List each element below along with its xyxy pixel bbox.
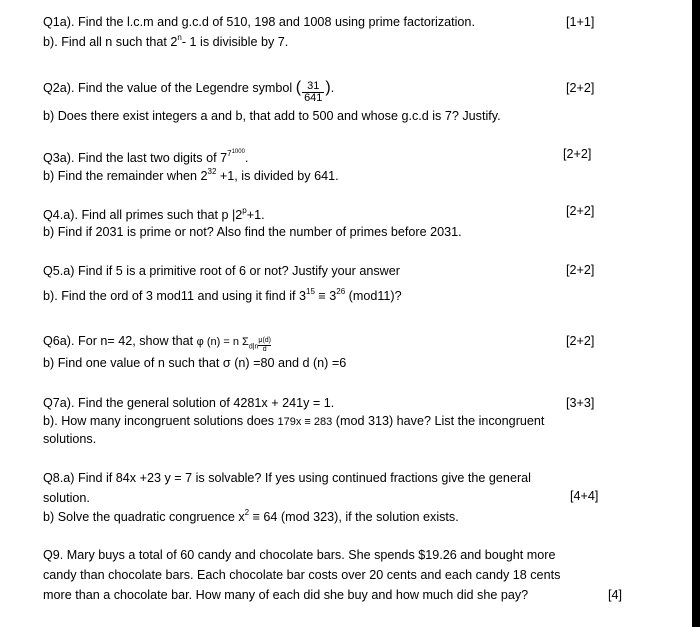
q7-marks: [3+3] [566, 396, 595, 410]
q1b-text: b). Find all n such that 2$^n$- 1 is divisible by 7. [43, 33, 289, 49]
q6-marks: [2+2] [566, 334, 595, 348]
q5b-text: b). Find the ord of 3 mod11 and using it find if $3^{15} \equiv 3^{26}$ (mod11)? [43, 287, 402, 303]
q6b-text: b) Find one value of n such that σ (n) =80 and d (n) =6 [43, 356, 347, 370]
q4a-text: Q4.a). Find all primes such that p $|2^p+1$. [43, 206, 265, 222]
q9-marks: [4] [608, 588, 623, 602]
q7b-text-cont: solutions. [43, 432, 97, 446]
q8a-text: Q8.a) Find if 84x +23 y = 7 is solvable? If yes using continued fractions give the general [43, 471, 531, 485]
q5-marks: [2+2] [566, 263, 595, 277]
q7a-text: Q7a). Find the general solution of 4281x + 241y = 1. [43, 396, 335, 410]
q3a-text: Q3a). Find the last two digits of $7^{7^{1000}}$. [43, 149, 249, 165]
q8a-text-cont: solution. [43, 491, 90, 505]
q8-marks: [4+4] [570, 489, 599, 503]
q9-text-line2: candy than chocolate bars. Each chocolate bar costs over 20 cents and each candy 18 cents [43, 568, 561, 582]
q4-marks: [2+2] [566, 204, 595, 218]
q2a-text: Q2a). Find the value of the Legendre symbol ( $\frac{31}{641}$ ). [43, 79, 335, 104]
legendre-symbol-fraction: $\frac{31}{641}$ [304, 80, 323, 104]
q2b-text: b) Does there exist integers a and b, that add to 500 and whose g.c.d is 7? Justify. [43, 109, 501, 123]
right-edge-border [692, 0, 700, 627]
q5a-text: Q5.a) Find if 5 is a primitive root of 6 or not? Justify your answer [43, 264, 400, 278]
q2-marks: [2+2] [566, 81, 595, 95]
q9-text-line3: more than a chocolate bar. How many of each did she buy and how much did she pay? [43, 588, 529, 602]
q3b-text: b) Find the remainder when $2^{32} +1$, is divided by 641. [43, 167, 339, 183]
q4b-text: b) Find if 2031 is prime or not? Also find the number of primes before 2031. [43, 225, 462, 239]
q9-text-line1: Q9. Mary buys a total of 60 candy and chocolate bars. She spends $19.26 and bought more [43, 548, 556, 562]
q1-marks: [1+1] [566, 15, 595, 29]
q7b-text: b). How many incongruent solutions does 179x ≡ 283 (mod 313) have? List the incongruent [43, 414, 545, 428]
q3-marks: [2+2] [563, 147, 592, 161]
q1a-text: Q1a). Find the l.c.m and g.c.d of 510, 198 and 1008 using prime factorization. [43, 15, 475, 29]
mobius-fraction: $\frac{\mu(d)}{d}$ [258, 337, 272, 353]
q8b-text: b) Solve the quadratic congruence $x^2 \equiv 64$ (mod 323), if the solution exists. [43, 508, 459, 524]
q6a-text: Q6a). For n= 42, show that φ (n) = n $\Sigma_{d|n}$ $\frac{\mu(d)}{d}$ [43, 334, 272, 353]
